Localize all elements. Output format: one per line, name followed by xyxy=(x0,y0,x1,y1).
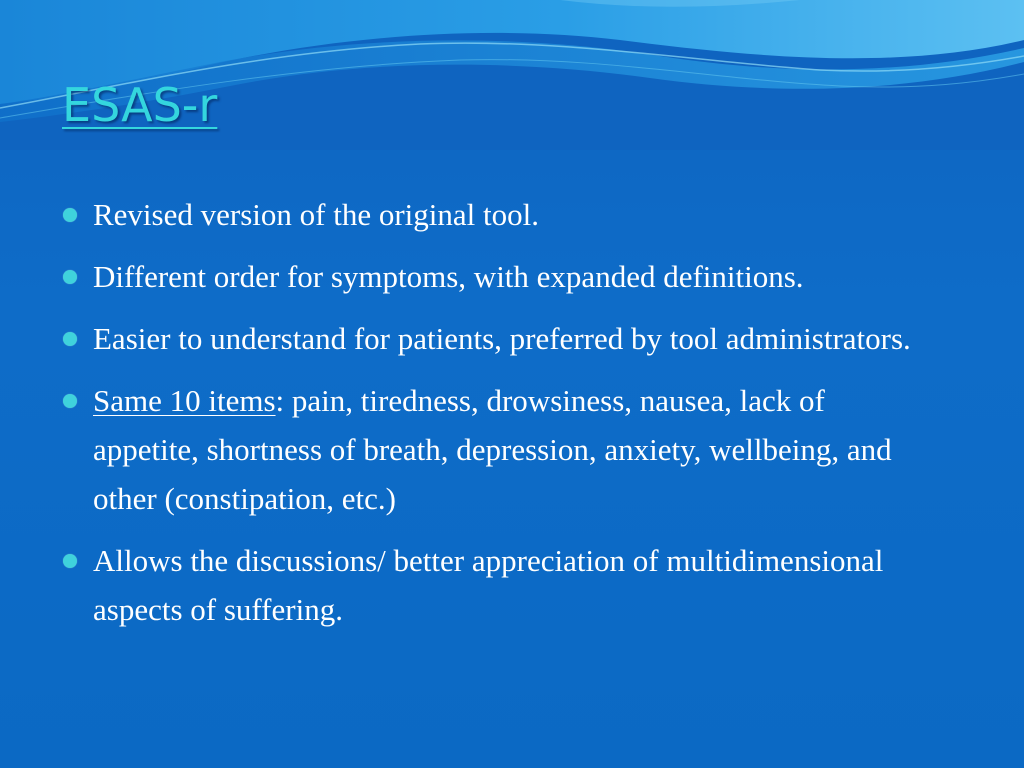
slide-title[interactable]: ESAS-r xyxy=(62,78,218,132)
bullet-dot-icon xyxy=(63,270,77,284)
bullet-dot-icon xyxy=(63,208,77,222)
bullet-emphasis: Same 10 items xyxy=(93,383,276,418)
bullet-dot-icon xyxy=(63,332,77,346)
bullet-dot-icon xyxy=(63,394,77,408)
bullet-dot-icon xyxy=(63,554,77,568)
bullet-item xyxy=(60,252,920,301)
bullet-text: Allows the discussions/ better appreciation of multidimensional aspects of suffering. xyxy=(93,543,884,627)
bullet-item xyxy=(60,376,920,523)
bullet-list xyxy=(60,190,920,647)
bullet-item xyxy=(60,190,920,239)
bullet-item xyxy=(60,314,920,363)
bullet-text: Easier to understand for patients, preferred by tool administrators. xyxy=(93,321,911,356)
bullet-text: Revised version of the original tool. xyxy=(93,197,539,232)
bullet-item xyxy=(60,536,920,634)
bullet-text: Different order for symptoms, with expanded definitions. xyxy=(93,259,804,294)
bullet-text: : pain, tiredness, drowsiness, nausea, lack of appetite, shortness of breath, depression, anxiety, wellbeing, and other (constipation, etc.) xyxy=(93,383,892,516)
